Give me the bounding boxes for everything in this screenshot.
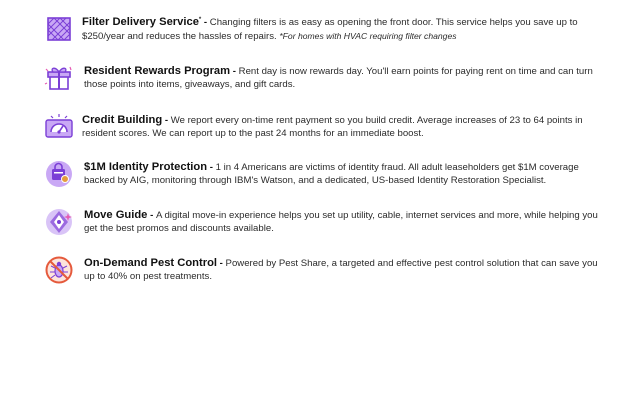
benefit-description: 1 in 4 Americans are victims of identity fraud. All adult leaseholders get $1M coverage backed by AIG, monitoring through IBM's Watson, and a dedicated, US-based Identity Restoration Specialist. (84, 162, 579, 186)
identity-protection-icon (44, 159, 74, 189)
benefit-footnote: *For homes with HVAC requiring filter changes (279, 30, 457, 41)
filter-icon (44, 14, 74, 44)
benefit-title: Resident Rewards Program (84, 65, 231, 77)
benefit-description: Rent day is now rewards day. You'll earn points for paying rent on time and can turn those points into items, giveaways, and gift cards. (84, 66, 593, 90)
benefit-separator: - (230, 66, 239, 77)
benefit-separator: - (162, 115, 171, 126)
benefit-separator: - (147, 210, 156, 221)
benefit-title: On-Demand Pest Control (84, 257, 218, 269)
benefit-description: A digital move-in experience helps you set up utility, cable, internet services and more, while helping you get the best promos and discounts available. (84, 210, 598, 234)
benefit-separator: - (207, 162, 216, 173)
benefit-title: Credit Building (82, 114, 163, 126)
benefit-description: We report every on-time rent payment so you build credit. Average increases of 23 to 64 points in resident scores. We can report up to the past 24 months for an immediate boost. (82, 115, 583, 139)
benefit-description: Powered by Pest Share, a targeted and effective pest control solution that can save you up to 40% on pest treatments. (84, 258, 598, 282)
benefit-title: $1M Identity Protection (84, 161, 208, 173)
benefit-separator: - (201, 17, 210, 29)
benefit-title-asterisk: * (198, 17, 202, 23)
gift-icon (44, 63, 74, 93)
benefit-separator: - (217, 258, 226, 269)
move-guide-icon (44, 207, 74, 237)
gauge-icon (44, 112, 74, 142)
benefit-description: Changing filters is as easy as opening the front door. This service helps you save up to $250/year and reduces the hassles of repairs. (82, 17, 578, 42)
benefit-title: Filter Delivery Service (82, 16, 199, 29)
no-pest-icon (44, 255, 74, 285)
benefit-title: Move Guide (84, 209, 148, 221)
